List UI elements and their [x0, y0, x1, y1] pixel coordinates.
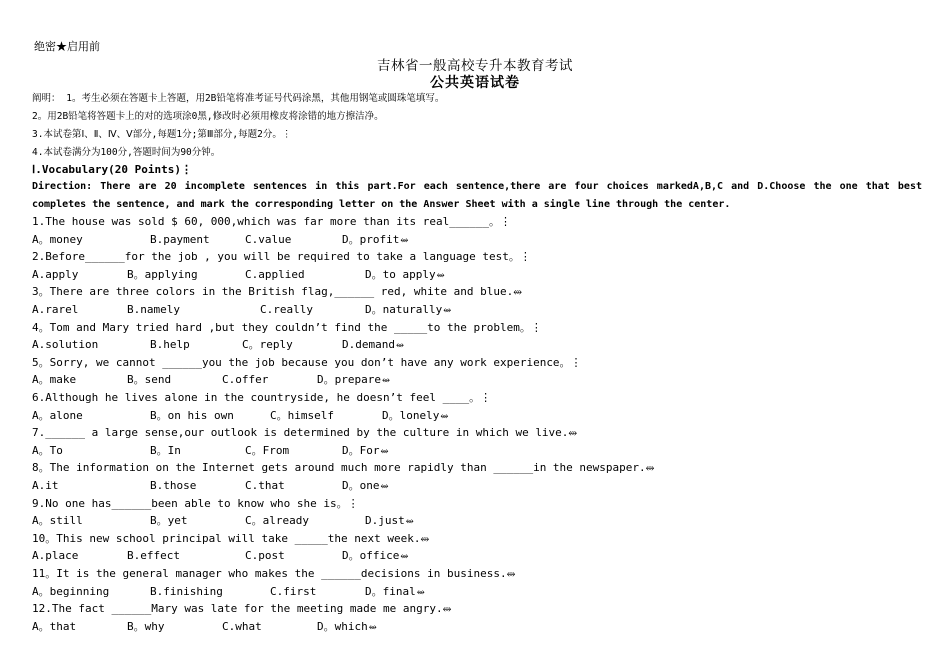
option-row — [32, 479, 932, 493]
option-c: C.first — [270, 584, 317, 598]
option-c: C.really — [260, 303, 313, 316]
question-stem: 3。There are three colors in the British flag,______ red, white and blue.⥈ — [32, 285, 523, 299]
option-b: B。on his own — [150, 408, 234, 422]
paragraph-mark-icon: ⥈ — [380, 481, 389, 492]
paragraph-mark-icon: ⥈ — [395, 340, 404, 352]
option-b: B.payment — [150, 232, 210, 246]
question-stem: 1.The house was sold $ 60, 000,which was far more than its real______。⋮ — [32, 215, 511, 228]
option-a: A。alone — [32, 408, 83, 422]
option-a: A。money — [32, 232, 83, 246]
option-row — [32, 233, 932, 247]
question-stem: 4。Tom and Mary tried hard ,but they couldn’t find the _____to the problem。⋮ — [32, 320, 542, 334]
question-stem: 7.______ a large sense,our outlook is determined by the culture in which we live.⥈ — [32, 426, 578, 440]
option-d: D。one — [342, 479, 380, 492]
paragraph-mark-icon: ⥈ — [380, 445, 389, 457]
option-row — [32, 409, 932, 423]
option-c: C.post — [245, 549, 285, 563]
option-d-wrap — [365, 268, 445, 283]
option-d-wrap — [342, 549, 408, 564]
paragraph-mark-icon: ⥈ — [440, 410, 449, 422]
section-direction: Direction: There are 20 incomplete sentences in this part.For each sentence,there are four choices markedA,B,C and D.Choose the one that best completes the sentence, and mark the corresponding letter on the Answer Sheet with a single line through the center. — [32, 181, 922, 210]
instruction-line: 2。用2B铅笔将答题卡上的对的选项涂0黑,修改时必须用橡皮将涂错的地方擦洁净。 — [32, 111, 384, 122]
option-c: C。From — [245, 443, 290, 457]
option-a: A.solution — [32, 338, 99, 352]
option-d: D。which — [317, 619, 368, 633]
option-b: B.effect — [127, 549, 180, 563]
paragraph-mark-icon: ⥈ — [381, 375, 390, 387]
exam-subtitle: 公共英语试卷 — [430, 75, 520, 91]
instruction-line: 阐明： 1。考生必须在答题卡上答题，用2B铅笔将准考证号代码涂黑，其他用钢笔或圆珠笔填写。 — [32, 93, 445, 104]
option-d: D。lonely — [382, 408, 440, 422]
option-d-wrap — [365, 514, 414, 529]
instruction-line: 4.本试卷满分为100分,答题时间为90分钟。 — [32, 147, 221, 158]
question-stem: 12.The fact ______Mary was late for the meeting made me angry.⥈ — [32, 602, 452, 616]
question-stem: 5。Sorry, we cannot ______you the job because you don’t have any work experience。⋮ — [32, 355, 582, 369]
option-b: B。why — [127, 619, 165, 633]
option-d-wrap — [365, 303, 451, 318]
option-d-wrap — [365, 585, 425, 600]
option-d-wrap — [342, 479, 389, 494]
option-b: B.help — [150, 338, 190, 352]
option-d: D。office — [342, 549, 400, 563]
option-d: D。prepare — [317, 373, 381, 387]
option-c: C.applied — [245, 267, 305, 281]
option-row — [32, 549, 932, 563]
option-row — [32, 620, 932, 634]
option-row — [32, 373, 932, 387]
paragraph-mark-icon: ⥈ — [400, 551, 409, 563]
question-stem: 2.Before______for the job , you will be required to take a language test。⋮ — [32, 250, 531, 264]
question-stem: 6.Although he lives alone in the countryside, he doesn’t feel ____。⋮ — [32, 391, 492, 404]
secret-label: 绝密★启用前 — [34, 40, 100, 53]
option-a: A.apply — [32, 267, 79, 281]
paragraph-mark-icon: ⥈ — [443, 305, 452, 316]
option-d: D。naturally — [365, 303, 443, 316]
option-d-wrap — [342, 444, 389, 459]
option-row — [32, 303, 932, 317]
question-stem: 9.No one has______been able to know who she is。⋮ — [32, 496, 359, 510]
option-a: A。still — [32, 514, 83, 528]
option-d: D。to apply — [365, 267, 436, 281]
paragraph-mark-icon: ⥈ — [436, 269, 445, 281]
question-stem: 8。The information on the Internet gets around much more rapidly than ______in the newspaper.⥈ — [32, 461, 655, 475]
option-row — [32, 268, 932, 282]
option-a: A。that — [32, 619, 77, 633]
option-c: C.value — [245, 232, 292, 246]
option-row — [32, 585, 932, 599]
option-row — [32, 444, 932, 458]
question-stem: 11。It is the general manager who makes the ______decisions in business.⥈ — [32, 567, 516, 580]
question-stem: 10。This new school principal will take _____the next week.⥈ — [32, 531, 430, 545]
option-row — [32, 514, 932, 528]
option-a: A。To — [32, 443, 63, 457]
option-d: D。final — [365, 584, 416, 598]
option-d-wrap — [317, 620, 377, 635]
option-c: C.that — [245, 479, 285, 492]
option-a: A。make — [32, 373, 77, 387]
option-c: C。reply — [242, 338, 293, 352]
option-b: B。In — [150, 443, 181, 457]
option-c: C。already — [245, 514, 309, 528]
option-d-wrap — [382, 409, 448, 424]
paragraph-mark-icon: ⥈ — [400, 234, 409, 246]
option-a: A.place — [32, 549, 79, 563]
paragraph-mark-icon: ⥈ — [368, 621, 377, 633]
option-d: D。For — [342, 443, 380, 457]
option-a: A.rarel — [32, 303, 79, 316]
option-d: D.demand — [342, 338, 395, 352]
option-row — [32, 338, 932, 352]
option-d: D。profit — [342, 232, 400, 246]
paragraph-mark-icon: ⥈ — [416, 586, 425, 598]
option-d-wrap — [342, 233, 408, 248]
option-b: B.namely — [127, 303, 180, 316]
option-a: A.it — [32, 479, 59, 492]
option-d-wrap — [342, 338, 404, 353]
option-d: D.just — [365, 514, 405, 528]
option-c: C.what — [222, 619, 262, 633]
option-c: C。himself — [270, 408, 334, 422]
option-b: B.those — [150, 479, 197, 492]
section-heading: Ⅰ.Vocabulary(20 Points)⋮ — [32, 163, 192, 176]
option-b: B。yet — [150, 514, 188, 528]
option-c: C.offer — [222, 373, 269, 387]
instruction-line: 3.本试卷第Ⅰ、Ⅱ、Ⅳ、Ⅴ部分,每题1分;第Ⅲ部分,每题2分。⋮ — [32, 129, 292, 140]
paragraph-mark-icon: ⥈ — [405, 516, 414, 528]
option-b: B.finishing — [150, 584, 223, 598]
option-b: B。send — [127, 373, 172, 387]
option-d-wrap — [317, 373, 390, 388]
option-b: B。applying — [127, 267, 198, 281]
option-a: A。beginning — [32, 584, 110, 598]
exam-title: 吉林省一般高校专升本教育考试 — [377, 58, 573, 74]
